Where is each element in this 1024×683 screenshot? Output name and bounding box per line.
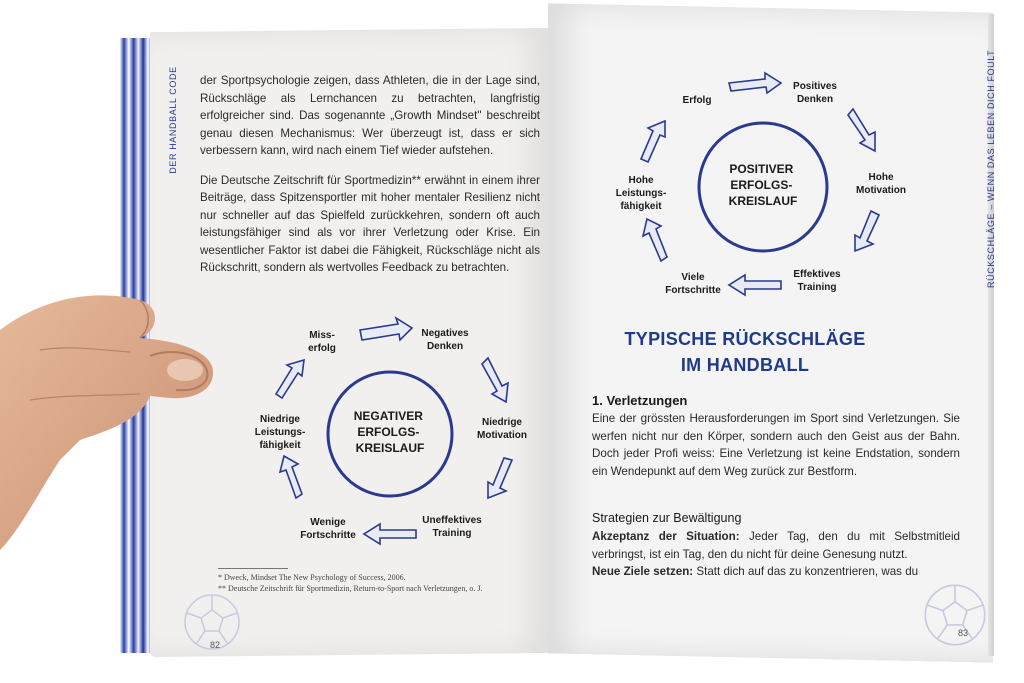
left-running-head-text: DER HANDBALL CODE: [168, 66, 178, 174]
footnotes: [218, 572, 548, 594]
strategy-2-label: Neue Ziele setzen:: [592, 565, 694, 578]
cycle-arrow-icon: [848, 109, 875, 151]
left-paragraph-1: der Sportpsychologie zeigen, dass Athleten, die in der Lage sind, Rückschläge als Lernchancen zu betrachten, langfristig erfolgreicher sind. Das sogenannte „Growth Mindset" beschreibt genau diesen Mechanismus: Wer überzeugt ist, dass er sich verbessern kann, wird nach einem Tief wieder aufstehen.: [200, 74, 540, 157]
negative-cycle-center-text: NEGATIVER ERFOLGS- KREISLAUF: [353, 409, 425, 455]
strategy-1-label: Akzeptanz der Situation:: [592, 530, 740, 543]
left-paragraph-2: Die Deutsche Zeitschrift für Sportmedizin** erwähnt in einem ihrer Beiträge, dass Spitzensportler mit hoher mentaler Resilienz nicht nur schneller auf das Spielfeld zurückkehren, sondern oft auch leistungsfähiger sind als vor ihrer Verletzung oder Krise. Ein wesentlicher Faktor ist dabei die Fähigkeit, Rückschläge nicht als Rückschritt, sondern als wertvolles Feedback zu betrachten.: [200, 173, 540, 274]
section-heading-line-2: IM HANDBALL: [680, 355, 810, 375]
cycle-arrow-icon: [482, 358, 508, 402]
left-page-number: 82: [210, 640, 221, 650]
strategy-1-text: Jeder Tag, den du mit Selbstmitleid verbringst, ist ein Tag, den du nicht für deine Genesung nutzt.: [592, 530, 960, 561]
strategies-title: Strategien zur Bewältigung: [592, 511, 742, 525]
positive-cycle-diagram: [605, 65, 925, 310]
left-running-head: [165, 55, 181, 195]
section-heading-line-1: TYPISCHE RÜCKSCHLÄGE: [624, 329, 866, 349]
subsection-title: 1. Verletzungen: [592, 393, 688, 408]
cycle-label-uneffektives-training: Uneffektives Training: [422, 515, 482, 539]
negative-cycle-diagram: [230, 310, 550, 560]
cycle-arrow-icon: [729, 275, 781, 295]
cycle-arrow-icon: [364, 524, 416, 544]
cycle-label-wenige-fortschritte: Wenige Fortschritte: [300, 517, 356, 541]
footnote-1: * Dweck, Mindset The New Psychology of Success, 2006.: [218, 573, 406, 582]
cycle-arrow-icon: [643, 219, 667, 261]
cycle-label-hohe-motivation: Hohe Motivation: [856, 172, 906, 196]
cycle-arrow-icon: [855, 211, 879, 251]
left-body-text: [200, 72, 540, 289]
cycle-arrow-icon: [276, 360, 304, 398]
strategy-2-text: Statt dich auf das zu konzentrieren, was du: [693, 565, 919, 578]
positive-cycle-center-text: POSITIVER ERFOLGS- KREISLAUF: [728, 162, 798, 208]
cycle-label-erfolg: Erfolg: [682, 95, 712, 106]
hand-holding-book: [0, 290, 240, 590]
strategies-text: [592, 528, 960, 581]
cycle-arrow-icon: [280, 456, 302, 498]
cycle-label-viele-fortschritte: Viele Fortschritte: [665, 272, 721, 296]
cycle-arrow-icon: [360, 318, 412, 340]
footnote-2: ** Deutsche Zeitschrift für Sportmedizin, Return-to-Sport nach Verletzungen, o. J.: [218, 584, 483, 593]
right-running-head-text: RÜCKSCHLÄGE – WENN DAS LEBEN DICH FOULT: [986, 49, 996, 288]
cycle-arrow-icon: [729, 73, 781, 93]
cycle-arrow-icon: [641, 121, 665, 162]
cycle-label-positives-denken: Positives Denken: [793, 81, 837, 105]
cycle-label-misserfolg: Miss-erfolg: [308, 330, 336, 354]
cycle-label-effektives-training: Effektives Training: [793, 269, 841, 293]
subsection-text: Eine der grössten Herausforderungen im Sport sind Verletzungen. Sie werfen nicht nur den Körper, sondern auch den Geist aus der Bahn. Doch jeder Profi weiss: Eine Verletzung ist keine Endstation, sondern ein Wendepunkt auf dem Weg zurück zur Bestform.: [592, 412, 960, 478]
section-heading: [610, 326, 880, 378]
cycle-label-negatives-denken: Negatives Denken: [421, 328, 469, 352]
handball-icon: [922, 582, 988, 648]
cycle-label-hohe-leistungsfaehigkeit: Hohe Leistungs-fähigkeit: [615, 175, 667, 212]
cycle-label-niedrige-leistungsfaehigkeit: Niedrige Leistungs-fähigkeit: [254, 414, 306, 451]
cycle-arrow-icon: [488, 458, 512, 498]
right-page-number: 83: [958, 628, 969, 638]
cycle-label-niedrige-motivation: Niedrige Motivation: [477, 417, 527, 441]
